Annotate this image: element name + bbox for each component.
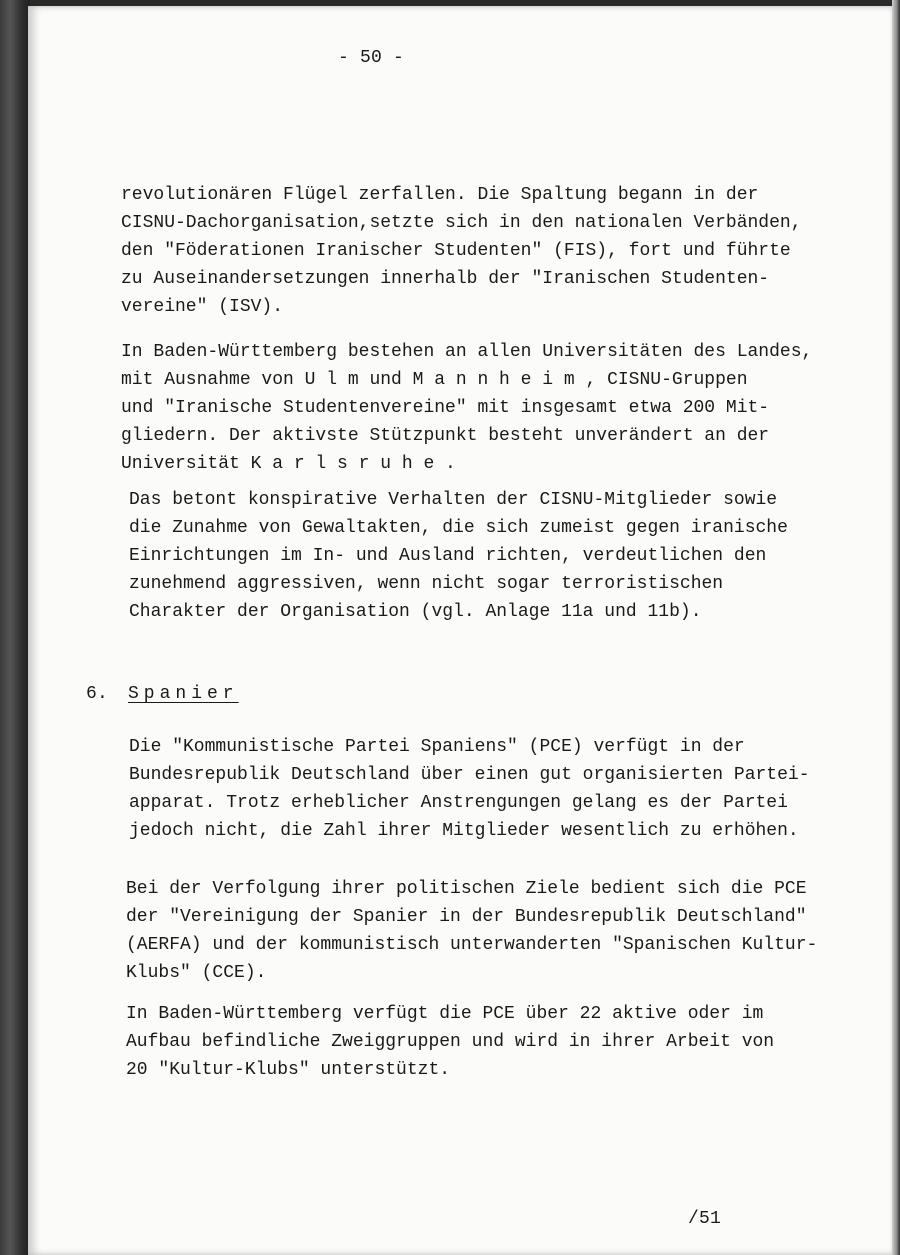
- text-line: die Zunahme von Gewaltakten, die sich zumeist gegen iranische: [129, 518, 788, 538]
- text-line: revolutionären Flügel zerfallen. Die Spaltung begann in der: [121, 185, 759, 205]
- book-binding-shadow: [0, 0, 30, 1255]
- paragraph-6: [126, 1000, 774, 1084]
- text-line: (AERFA) und der kommunistisch unterwanderten "Spanischen Kultur-: [126, 935, 818, 955]
- text-line: Charakter der Organisation (vgl. Anlage 11a und 11b).: [129, 602, 702, 622]
- text-line: Bei der Verfolgung ihrer politischen Ziele bedient sich die PCE: [126, 879, 807, 899]
- text-line: und "Iranische Studentenvereine" mit insgesamt etwa 200 Mit-: [121, 398, 770, 418]
- text-line: gliedern. Der aktivste Stützpunkt besteht unverändert an der: [121, 426, 770, 446]
- text-line: In Baden-Württemberg bestehen an allen Universitäten des Landes,: [121, 342, 813, 362]
- paragraph-2: [121, 338, 812, 478]
- text-line: zu Auseinandersetzungen innerhalb der "Iranischen Studenten-: [121, 269, 770, 289]
- text-line: CISNU-Dachorganisation,setzte sich in den nationalen Verbänden,: [121, 213, 802, 233]
- paragraph-3: [129, 486, 788, 626]
- text-line: vereine" (ISV).: [121, 297, 284, 317]
- text-line: den "Föderationen Iranischer Studenten" (FIS), fort und führte: [121, 241, 791, 261]
- paragraph-1: [121, 181, 802, 321]
- text-line: Bundesrepublik Deutschland über einen gut organisierten Partei-: [129, 765, 810, 785]
- text-line: Das betont konspirative Verhalten der CISNU-Mitglieder sowie: [129, 490, 778, 510]
- page-number: - 50 -: [338, 48, 405, 68]
- paragraph-4: [129, 733, 810, 845]
- next-page-reference: /51: [688, 1209, 722, 1229]
- text-line: In Baden-Württemberg verfügt die PCE über 22 aktive oder im: [126, 1004, 764, 1024]
- text-line: Klubs" (CCE).: [126, 963, 267, 983]
- text-line: 20 "Kultur-Klubs" unterstützt.: [126, 1060, 451, 1080]
- text-line: Aufbau befindliche Zweiggruppen und wird in ihrer Arbeit von: [126, 1032, 775, 1052]
- text-line: Universität K a r l s r u h e .: [121, 454, 456, 474]
- text-line: jedoch nicht, die Zahl ihrer Mitglieder wesentlich zu erhöhen.: [129, 821, 799, 841]
- text-line: mit Ausnahme von U l m und M a n n h e i m , CISNU-Gruppen: [121, 370, 748, 390]
- section-title: Spanier: [128, 684, 239, 704]
- text-line: apparat. Trotz erheblicher Anstrengungen gelang es der Partei: [129, 793, 788, 813]
- text-line: Einrichtungen im In- und Ausland richten, verdeutlichen den: [129, 546, 767, 566]
- text-line: Die "Kommunistische Partei Spaniens" (PCE) verfügt in der: [129, 737, 745, 757]
- page-edge-shadow: [892, 0, 900, 1255]
- text-line: zunehmend aggressiven, wenn nicht sogar terroristischen: [129, 574, 724, 594]
- text-line: der "Vereinigung der Spanier in der Bundesrepublik Deutschland": [126, 907, 807, 927]
- document-page: [28, 6, 894, 1255]
- section-number: 6.: [86, 684, 109, 704]
- paragraph-5: [126, 875, 817, 987]
